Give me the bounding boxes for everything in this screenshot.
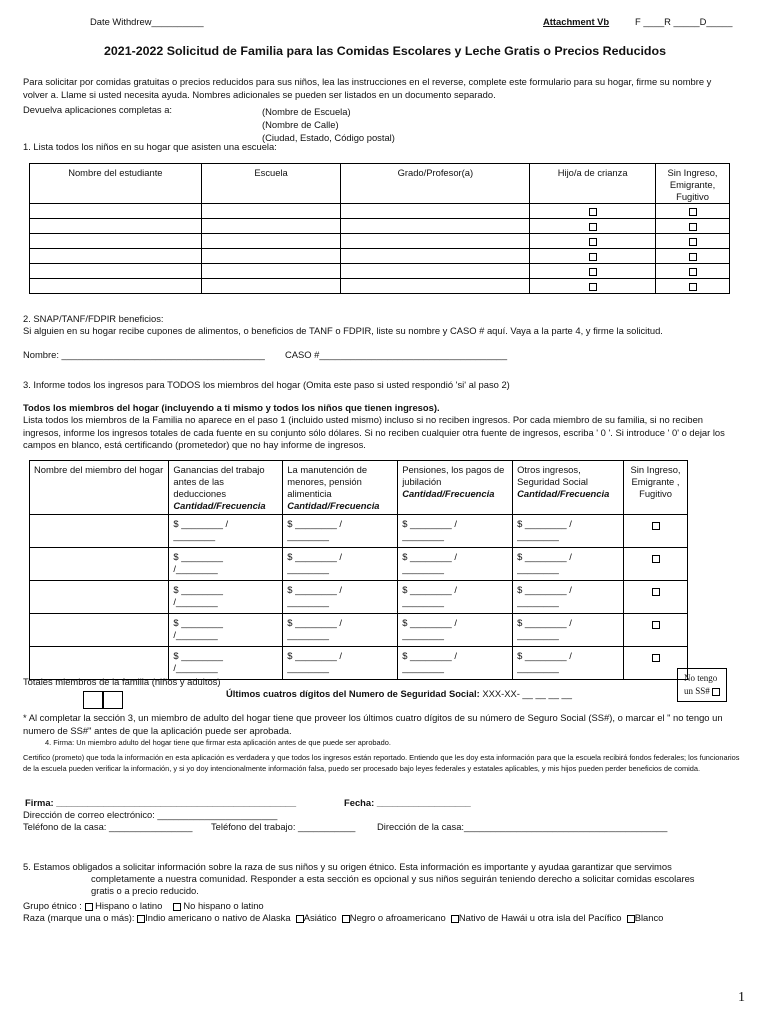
table-row: [30, 647, 688, 680]
total-members-box[interactable]: [103, 691, 123, 709]
intro-text: Para solicitar por comidas gratuitas o precios reducidos para sus niños, lea las instrucciones en el reverse, complete este formulario para su hogar, firme su nombre y volver a. Llame si usted necesita ayuda. Nombres adicionales se pueden ser listados en un documento separado.: [23, 76, 712, 100]
col-header: Sin Ingreso, Emigrante , Fugitivo: [624, 461, 688, 515]
no-income-cell: [656, 234, 730, 249]
grade-cell[interactable]: [341, 264, 530, 279]
no-ssn-label: un SS#: [684, 686, 710, 696]
ethnicity-option: No hispano o latino: [183, 900, 264, 911]
student-name-cell[interactable]: [30, 234, 202, 249]
income-frequency: ________: [287, 629, 330, 640]
income-cell[interactable]: [283, 581, 398, 614]
no-income-checkbox[interactable]: [689, 238, 697, 246]
table-row: [30, 614, 688, 647]
member-name-cell[interactable]: [30, 647, 169, 680]
table-row: [30, 581, 688, 614]
home-phone-field[interactable]: Teléfono de la casa: ________________: [23, 821, 193, 832]
income-frequency: ________: [517, 629, 559, 640]
income-cell[interactable]: [513, 515, 624, 548]
income-amount: $ ________ /: [287, 650, 343, 661]
no-income-cell: [656, 264, 730, 279]
home-address-field[interactable]: Dirección de la casa:_______________________________________: [377, 821, 668, 832]
frd-field: F ____R _____D_____: [635, 16, 733, 27]
student-name-cell[interactable]: [30, 219, 202, 234]
col-header: [283, 461, 398, 515]
school-cell[interactable]: [201, 264, 341, 279]
grade-cell[interactable]: [341, 219, 530, 234]
table-row: [30, 548, 688, 581]
income-header-row: [30, 461, 688, 515]
school-cell[interactable]: [201, 219, 341, 234]
income-amount: $ ________ /: [517, 617, 572, 628]
return-line: (Nombre de Calle): [262, 119, 339, 130]
foster-checkbox[interactable]: [589, 238, 597, 246]
race-checkbox[interactable]: [627, 915, 635, 923]
income-frequency: ________: [287, 530, 330, 541]
income-amount: $ ________: [173, 617, 223, 628]
member-name-cell[interactable]: [30, 515, 169, 548]
income-amount: $ ________ /: [517, 518, 572, 529]
table-row: [30, 249, 730, 264]
income-frequency: ________: [287, 662, 330, 673]
school-cell[interactable]: [201, 204, 341, 219]
col-header-label: Otros ingresos, Seguridad Social: [517, 464, 588, 487]
no-income-checkbox[interactable]: [652, 654, 660, 662]
income-amount: $ ________: [173, 551, 223, 562]
income-cell[interactable]: [283, 515, 398, 548]
race-option: Negro o afroamericano: [349, 912, 446, 923]
no-ssn-box: [677, 668, 727, 702]
income-amount: $ ________ /: [517, 551, 572, 562]
section5-text: 5. Estamos obligados a solicitar información sobre la raza de sus niños y su origen étnico. Esta información es importante y ayudaa garantizar que servimos: [23, 861, 672, 872]
income-cell[interactable]: [398, 614, 513, 647]
date-field[interactable]: Fecha: __________________: [344, 797, 471, 808]
qty-freq-label: Cantidad/Frecuencia: [287, 500, 380, 511]
race-checkbox[interactable]: [296, 915, 304, 923]
col-header: [169, 461, 283, 515]
income-frequency: ________: [517, 563, 559, 574]
income-cell[interactable]: [283, 548, 398, 581]
table-row: [30, 219, 730, 234]
income-cell[interactable]: [398, 647, 513, 680]
no-income-checkbox[interactable]: [652, 621, 660, 629]
signature-field[interactable]: Firma: ______________________________________________: [25, 797, 297, 808]
income-amount: $ ________ /: [402, 518, 457, 529]
no-income-cell: [656, 219, 730, 234]
no-income-cell: [656, 204, 730, 219]
foster-checkbox[interactable]: [589, 253, 597, 261]
school-cell[interactable]: [201, 249, 341, 264]
income-frequency: ________: [517, 530, 559, 541]
email-field[interactable]: Dirección de correo electrónico: _______________________: [23, 809, 278, 820]
section1-heading: 1. Lista todos los niños en su hogar que asisten una escuela:: [23, 141, 277, 152]
income-frequency: ________: [402, 563, 444, 574]
no-income-checkbox[interactable]: [689, 208, 697, 216]
qty-freq-label: Cantidad/Frecuencia: [517, 488, 610, 499]
children-table: [29, 163, 730, 294]
income-cell[interactable]: [513, 647, 624, 680]
section2-heading: 2. SNAP/TANF/FDPIR beneficios:: [23, 313, 164, 324]
table-row: [30, 279, 730, 294]
income-cell[interactable]: [398, 581, 513, 614]
no-income-checkbox[interactable]: [689, 253, 697, 261]
no-income-cell: [624, 515, 688, 548]
no-income-cell: [656, 249, 730, 264]
col-header-label: La manutención de menores, pensión alimenticia: [287, 464, 368, 499]
foster-cell: [530, 204, 656, 219]
return-line: (Nombre de Escuela): [262, 106, 351, 117]
income-frequency: /________: [173, 596, 218, 607]
race-option: Nativo de Hawái u otra isla del Pacífico: [458, 912, 622, 923]
return-label: Devuelva aplicaciones completas a:: [23, 104, 173, 115]
ssn-label: Últimos cuatros dígitos del Numero de Seguridad Social:: [226, 688, 480, 699]
ethnicity-label: Grupo étnico :: [23, 900, 82, 911]
col-header: Escuela: [201, 164, 341, 204]
income-cell[interactable]: [513, 614, 624, 647]
signature-note: 4. Firma: Un miembro adulto del hogar tiene que firmar esta aplicación antes de que puede ser aprobado.: [45, 738, 391, 747]
section5-text: completamente a nuestra comunidad. Responder a esta sección es opcional y sus niños seguirán teniendo derecho a solicitar comidas escolares: [91, 873, 695, 884]
qty-freq-label: Cantidad/Frecuencia: [402, 488, 495, 499]
student-name-cell[interactable]: [30, 204, 202, 219]
income-frequency: /________: [173, 662, 218, 673]
col-header: Nombre del miembro del hogar: [30, 461, 169, 515]
no-income-cell: [624, 548, 688, 581]
income-frequency: ________: [517, 596, 559, 607]
foster-cell: [530, 249, 656, 264]
student-name-cell[interactable]: [30, 249, 202, 264]
income-amount: $ ________ /: [402, 617, 457, 628]
total-members-box[interactable]: [83, 691, 103, 709]
income-cell[interactable]: [398, 548, 513, 581]
income-cell[interactable]: [513, 548, 624, 581]
income-table: [29, 460, 688, 680]
ss-note: * Al completar la sección 3, un miembro de adulto del hogar tiene que proveer los últimos cuatro dígitos de su número de Seguro Social (SS#), o marcar el " no tengo un numero de SS#" antes de que la aplicación puede ser aprobada.: [23, 712, 723, 736]
school-cell[interactable]: [201, 279, 341, 294]
race-option: Blanco: [634, 912, 664, 923]
income-amount: $ ________ /: [402, 584, 457, 595]
no-income-checkbox[interactable]: [689, 268, 697, 276]
income-amount: $ ________ /: [517, 650, 572, 661]
income-frequency: ________: [402, 596, 444, 607]
section5-text: gratis o a precio reducido.: [91, 885, 199, 896]
hispanic-checkbox[interactable]: [85, 903, 93, 911]
income-cell[interactable]: [283, 614, 398, 647]
page-title: 2021-2022 Solicitud de Familia para las Comidas Escolares y Leche Gratis o Precios Reducidos: [104, 44, 666, 58]
foster-cell: [530, 264, 656, 279]
foster-cell: [530, 219, 656, 234]
race-checkbox[interactable]: [342, 915, 350, 923]
income-frequency: ________: [173, 530, 216, 541]
income-frequency: ________: [402, 530, 444, 541]
student-name-cell[interactable]: [30, 279, 202, 294]
student-name-cell[interactable]: [30, 264, 202, 279]
col-header: [398, 461, 513, 515]
income-cell[interactable]: [169, 614, 283, 647]
income-amount: $ ________ /: [517, 584, 572, 595]
table-row: [30, 515, 688, 548]
member-name-cell[interactable]: [30, 614, 169, 647]
non-hispanic-checkbox[interactable]: [173, 903, 181, 911]
income-cell[interactable]: [169, 647, 283, 680]
income-amount: $ ________ /: [287, 551, 343, 562]
col-header: Nombre del estudiante: [30, 164, 202, 204]
income-amount: $ ________ /: [287, 584, 343, 595]
foster-checkbox[interactable]: [589, 223, 597, 231]
no-income-checkbox[interactable]: [689, 223, 697, 231]
ssn-value: XXX-XX- __ __ __ __: [482, 688, 572, 699]
attachment-label: Attachment Vb: [543, 16, 610, 27]
income-amount: $ ________ /: [287, 518, 343, 529]
col-header: Hijo/a de crianza: [530, 164, 656, 204]
income-cell[interactable]: [169, 548, 283, 581]
foster-checkbox[interactable]: [589, 283, 597, 291]
no-income-cell: [624, 614, 688, 647]
snap-name-field[interactable]: Nombre: _______________________________________: [23, 349, 265, 360]
grade-cell[interactable]: [341, 234, 530, 249]
section3-bold: Todos los miembros del hogar (incluyendo a ti mismo y todos los niños que tienen ingresos).: [23, 402, 440, 413]
snap-case-field[interactable]: CASO #____________________________________: [285, 349, 508, 360]
col-header: [513, 461, 624, 515]
table-row: [30, 234, 730, 249]
income-cell[interactable]: [513, 581, 624, 614]
race-label: Raza (marque una o más):: [23, 912, 135, 923]
race-checkbox[interactable]: [137, 915, 145, 923]
income-amount: $ ________ /: [173, 518, 229, 529]
ethnicity-option: Hispano o latino: [95, 900, 163, 911]
grade-cell[interactable]: [341, 279, 530, 294]
foster-cell: [530, 279, 656, 294]
return-line: (Ciudad, Estado, Código postal): [262, 132, 395, 143]
date-withdrew-field: Date Withdrew__________: [90, 16, 204, 27]
ssn-field[interactable]: [226, 688, 572, 699]
income-amount: $ ________ /: [287, 617, 343, 628]
income-frequency: ________: [517, 662, 559, 673]
section3-text: Lista todos los miembros de la Familia no aparece en el paso 1 (incluido usted mismo) incluso si no reciben ingresos. Por cada miembro de su familia, si no reciben ingresos, informe los ingresos totales de cada fuente en su conjunto sólo dólares. Si no reciben cualquier otra fuente de ingresos, escriba ' 0 '. Si introduce ' 0' o dejar los campos en blanco, está certificando (prometedor) que no hay informe de ingresos.: [23, 414, 725, 450]
foster-cell: [530, 234, 656, 249]
race-option: Asiático: [303, 912, 337, 923]
foster-checkbox[interactable]: [589, 268, 597, 276]
totals-label: Totales miembros de la familia (niños y adultos): [23, 676, 221, 687]
income-amount: $ ________: [173, 584, 223, 595]
col-header: Sin Ingreso, Emigrante, Fugitivo: [656, 164, 730, 204]
foster-checkbox[interactable]: [589, 208, 597, 216]
no-income-cell: [624, 581, 688, 614]
no-income-checkbox[interactable]: [652, 555, 660, 563]
income-frequency: /________: [173, 629, 218, 640]
return-address-block: [262, 105, 395, 144]
income-amount: $ ________ /: [402, 551, 457, 562]
race-option: Indio americano o nativo de Alaska: [145, 912, 291, 923]
col-header-label: Ganancias del trabajo antes de las deducciones: [173, 464, 265, 499]
ethnicity-row: [23, 900, 264, 911]
income-amount: $ ________: [173, 650, 223, 661]
income-cell[interactable]: [169, 581, 283, 614]
race-row: [23, 912, 663, 923]
no-income-checkbox[interactable]: [652, 522, 660, 530]
no-income-checkbox[interactable]: [652, 588, 660, 596]
col-header-label: Pensiones, los pagos de jubilación: [402, 464, 505, 487]
income-frequency: ________: [287, 596, 330, 607]
grade-cell[interactable]: [341, 204, 530, 219]
no-ssn-checkbox[interactable]: [712, 688, 720, 696]
section3-heading: 3. Informe todos los ingresos para TODOS los miembros del hogar (Omita este paso si usted respondió 'si' al paso 2): [23, 379, 510, 390]
qty-freq-label: Cantidad/Frecuencia: [173, 500, 266, 511]
income-cell[interactable]: [283, 647, 398, 680]
table-row: [30, 264, 730, 279]
children-header-row: [30, 164, 730, 204]
col-header: Grado/Profesor(a): [341, 164, 530, 204]
work-phone-field[interactable]: Teléfono del trabajo: ___________: [211, 821, 356, 832]
income-amount: $ ________ /: [402, 650, 457, 661]
member-name-cell[interactable]: [30, 581, 169, 614]
certification-text: Certifico (prometo) que toda la información en esta aplicación es verdadera y que todos los ingresos están reportado. Entiendo que les doy esta información para que la escuela recibirá fondos federales; los funcionarios de la escuela pueden verificar la información, y si yo doy intencionalmente información falsa, puedo ser procesado bajo leyes federales y estatales aplicables, y mis hijos pueden perder beneficios de comida.: [23, 753, 740, 773]
income-cell[interactable]: [398, 515, 513, 548]
income-frequency: ________: [402, 662, 444, 673]
table-row: [30, 204, 730, 219]
no-income-checkbox[interactable]: [689, 283, 697, 291]
grade-cell[interactable]: [341, 249, 530, 264]
no-ssn-label: No tengo: [684, 673, 718, 683]
page-number: 1: [738, 990, 745, 1005]
section2-text: Si alguien en su hogar recibe cupones de alimentos, o beneficios de TANF o FDPIR, liste su nombre y CASO # aquí. Vaya a la parte 4, y firme la solicitud.: [23, 325, 663, 336]
income-cell[interactable]: [169, 515, 283, 548]
income-frequency: ________: [402, 629, 444, 640]
member-name-cell[interactable]: [30, 548, 169, 581]
no-income-cell: [656, 279, 730, 294]
income-frequency: /________: [173, 563, 218, 574]
school-cell[interactable]: [201, 234, 341, 249]
race-checkbox[interactable]: [451, 915, 459, 923]
income-frequency: ________: [287, 563, 330, 574]
